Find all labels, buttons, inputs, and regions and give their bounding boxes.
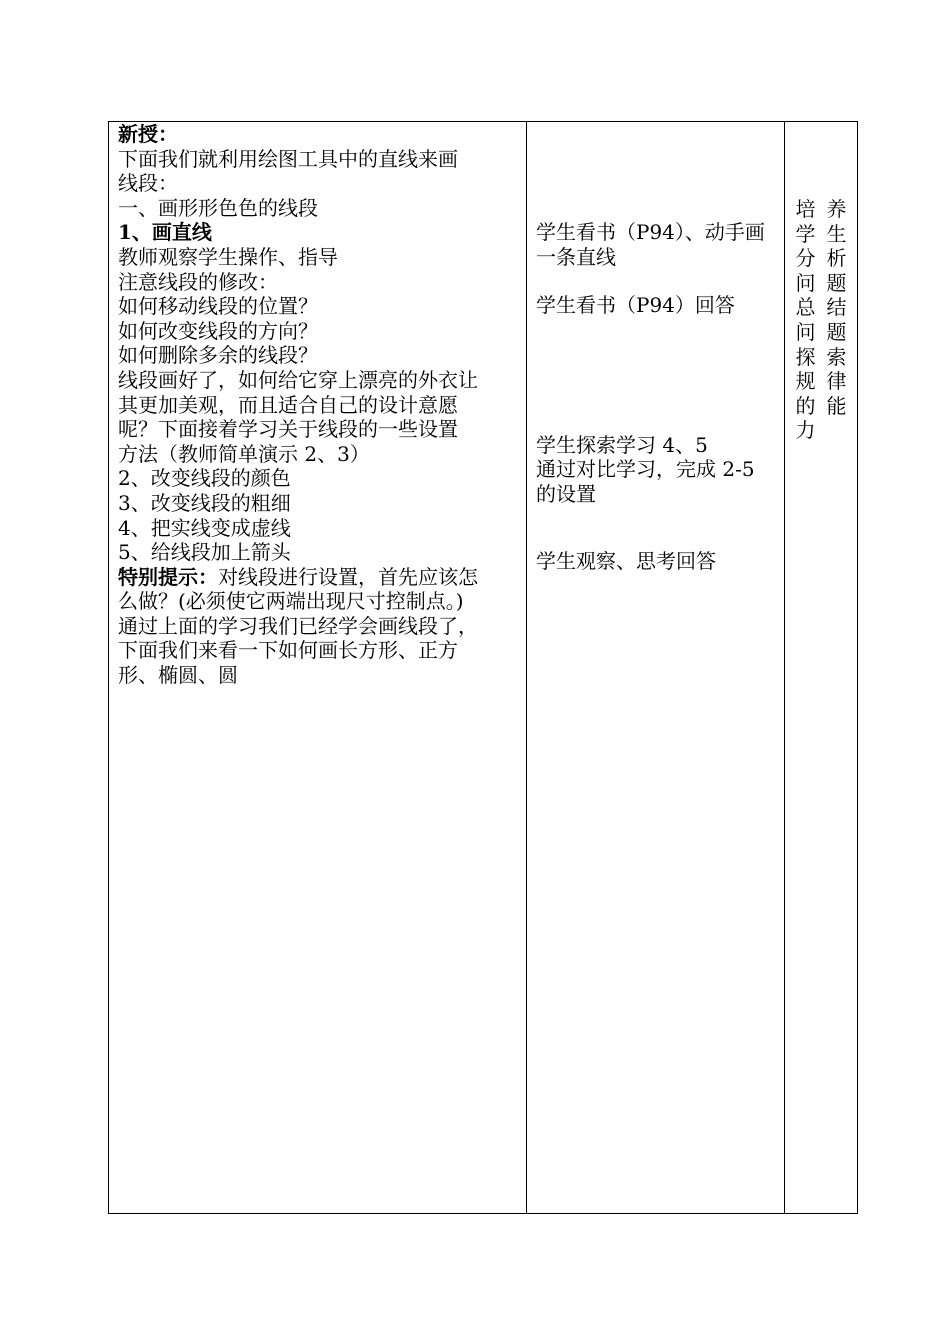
vertical-char: 分 (795, 246, 816, 271)
section-heading: 新授： (118, 122, 178, 146)
vertical-char: 题 (826, 270, 847, 295)
student-text-line: 学生看书（P94）、动手画 (536, 220, 765, 244)
lesson-plan-table (108, 121, 858, 1214)
vertical-char: 培 (795, 197, 816, 221)
student-activity-cell (527, 122, 785, 1214)
design-intent-cell (785, 122, 858, 1214)
text-line: 注意线段的修改： (118, 269, 278, 294)
vertical-char: 问 (795, 270, 816, 295)
vertical-char: 的 (795, 393, 816, 418)
vertical-char: 析 (826, 246, 847, 271)
vertical-char: 探 (795, 344, 816, 369)
text-line: 呢？下面接着学习关于线段的一些设置 (118, 417, 458, 442)
text-line: 5、给线段加上箭头 (118, 540, 291, 565)
text-line: 方法（教师简单演示 2、3） (118, 441, 370, 466)
vertical-char: 学 (795, 221, 816, 246)
text-line: 线段画好了，如何给它穿上漂亮的外衣让 (118, 367, 478, 392)
vertical-char: 生 (826, 221, 847, 246)
text-line: 4、把实线变成虚线 (118, 515, 291, 540)
text-line: 线段： (118, 171, 178, 196)
tip-text: 对线段进行设置，首先应该怎 (218, 564, 478, 589)
teacher-activity-cell (109, 122, 527, 1214)
text-line: 下面我们来看一下如何画长方形、正方 (118, 638, 458, 663)
text-line: 如何改变线段的方向？ (118, 318, 318, 343)
vertical-char: 力 (795, 418, 816, 443)
vertical-char: 律 (826, 369, 847, 394)
vertical-char: 规 (795, 369, 816, 394)
text-line: 形、椭圆、圆 (118, 663, 238, 688)
student-text-line: 学生探索学习 4、5 (536, 432, 708, 457)
student-text-line: 的设置 (536, 481, 596, 506)
text-line: 如何移动线段的位置？ (118, 294, 318, 319)
subsection-heading: 1、画直线 (118, 220, 212, 245)
vertical-char: 养 (826, 197, 847, 221)
vertical-text (794, 197, 848, 443)
vertical-char: 题 (826, 319, 847, 344)
text-line: 下面我们就利用绘图工具中的直线来画 (118, 146, 458, 171)
student-text-line: 学生看书（P94）回答 (536, 293, 735, 318)
text-line: 通过上面的学习我们已经学会画线段了， (118, 613, 478, 638)
vertical-char: 结 (826, 295, 847, 320)
text-line: 教师观察学生操作、指导 (118, 244, 338, 269)
text-line: 2、改变线段的颜色 (118, 466, 291, 491)
text-line: 一、画形形色色的线段 (118, 195, 318, 220)
vertical-char: 索 (826, 344, 847, 369)
student-text-line: 一条直线 (536, 244, 616, 269)
text-line: 么做？(必须使它两端出现尺寸控制点。) (118, 589, 464, 614)
vertical-char: 问 (795, 319, 816, 344)
tip-label: 特别提示： (118, 564, 218, 589)
tip-line (118, 565, 518, 590)
text-line: 其更加美观，而且适合自己的设计意愿 (118, 392, 458, 417)
vertical-char: 总 (795, 295, 816, 320)
vertical-text-left (794, 197, 817, 443)
table-row (109, 122, 858, 1214)
student-text-line: 通过对比学习，完成 2-5 (536, 457, 755, 482)
student-text-line: 学生观察、思考回答 (536, 548, 716, 573)
vertical-char: 能 (826, 393, 847, 418)
text-line: 如何删除多余的线段？ (118, 343, 318, 368)
vertical-text-right (825, 197, 848, 443)
text-line: 3、改变线段的粗细 (118, 490, 291, 515)
